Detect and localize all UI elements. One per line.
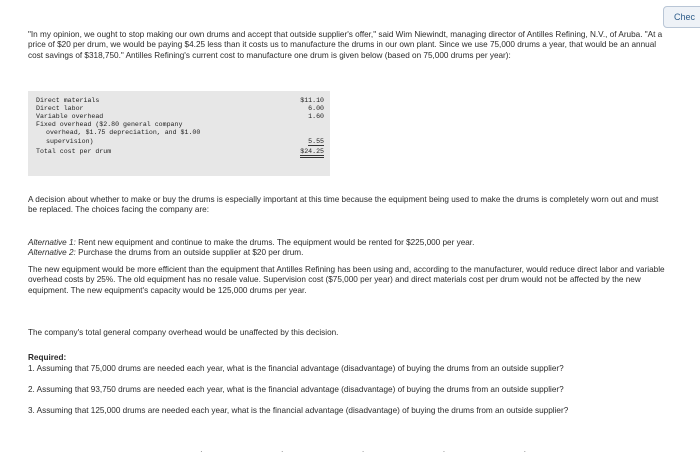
- intro-paragraph: "In my opinion, we ought to stop making our own drums and accept that outside supplier's offer," said Wim Niewindt, managing director of Antilles Refining, N.V., of Aruba. "At a price of $20 per drum, we would be paying $4.25 less than it costs us to manufacture the drums in our own plant. Since we use 75,000 drums a year, that would be an annual cost savings of $318,750." Antilles Refining's current cost to manufacture one drum is given below (based on 75,000 drums per year):: [28, 30, 663, 60]
- alternative-1: [28, 238, 474, 247]
- equipment-paragraph: The new equipment would be more efficient than the equipment that Antilles Refining has been using and, according to the manufacturer, would reduce direct labor and variable overhead costs by 25%. The old equipment has no resale value. Supervision cost ($75,000 per year) and direct materials cost per drum would not be affected by the new equipment. The new equipment's capacity would be 125,000 drums per year.: [28, 265, 665, 295]
- required-question-1: 1. Assuming that 75,000 drums are needed each year, what is the financial advantage (disadvantage) of buying the drums from an outside supplier?: [28, 364, 564, 373]
- cost-label: Fixed overhead ($2.80 general company: [36, 121, 183, 128]
- cost-label: supervision): [46, 138, 94, 145]
- required-question-3: 3. Assuming that 125,000 drums are needed each year, what is the financial advantage (disadvantage) of buying the drums from an outside supplier?: [28, 406, 569, 415]
- page-fade-dots: · · · · ·: [200, 447, 565, 456]
- cost-amount: $11.10: [300, 97, 324, 104]
- alternative-2-text: Purchase the drums from an outside supplier at $20 per drum.: [75, 248, 304, 258]
- alternatives: [28, 238, 668, 259]
- cost-label: Total cost per drum: [36, 148, 112, 155]
- decision-paragraph: A decision about whether to make or buy the drums is especially important at this time because the equipment being used to make the drums is completely worn out and must be replaced. The choices facing the company are:: [28, 195, 659, 215]
- cost-label: Variable overhead: [36, 113, 104, 120]
- alternative-2: [28, 248, 303, 257]
- alternative-1-name: Alternative 1:: [28, 238, 76, 247]
- cost-label: Direct materials: [36, 97, 100, 104]
- check-button[interactable]: Chec: [663, 6, 700, 28]
- cost-table: [28, 91, 330, 176]
- alternative-1-text: Rent new equipment and continue to make the drums. The equipment would be rented for $225,000 per year.: [75, 238, 475, 247]
- cost-amount: 1.60: [308, 113, 324, 120]
- cost-label: overhead, $1.75 depreciation, and $1.00: [46, 129, 201, 136]
- required-question-2: 2. Assuming that 93,750 drums are needed each year, what is the financial advantage (disadvantage) of buying the drums from an outside supplier?: [28, 385, 564, 394]
- alternative-2-name: Alternative 2:: [28, 248, 76, 258]
- cost-amount: 5.55: [308, 138, 324, 145]
- cost-label: Direct labor: [36, 105, 84, 112]
- cost-amount: 6.00: [308, 105, 324, 112]
- required-title: Required:: [28, 353, 67, 362]
- overhead-paragraph: The company's total general company overhead would be unaffected by this decision.: [28, 328, 339, 337]
- cost-total-amount: $24.25: [300, 148, 324, 158]
